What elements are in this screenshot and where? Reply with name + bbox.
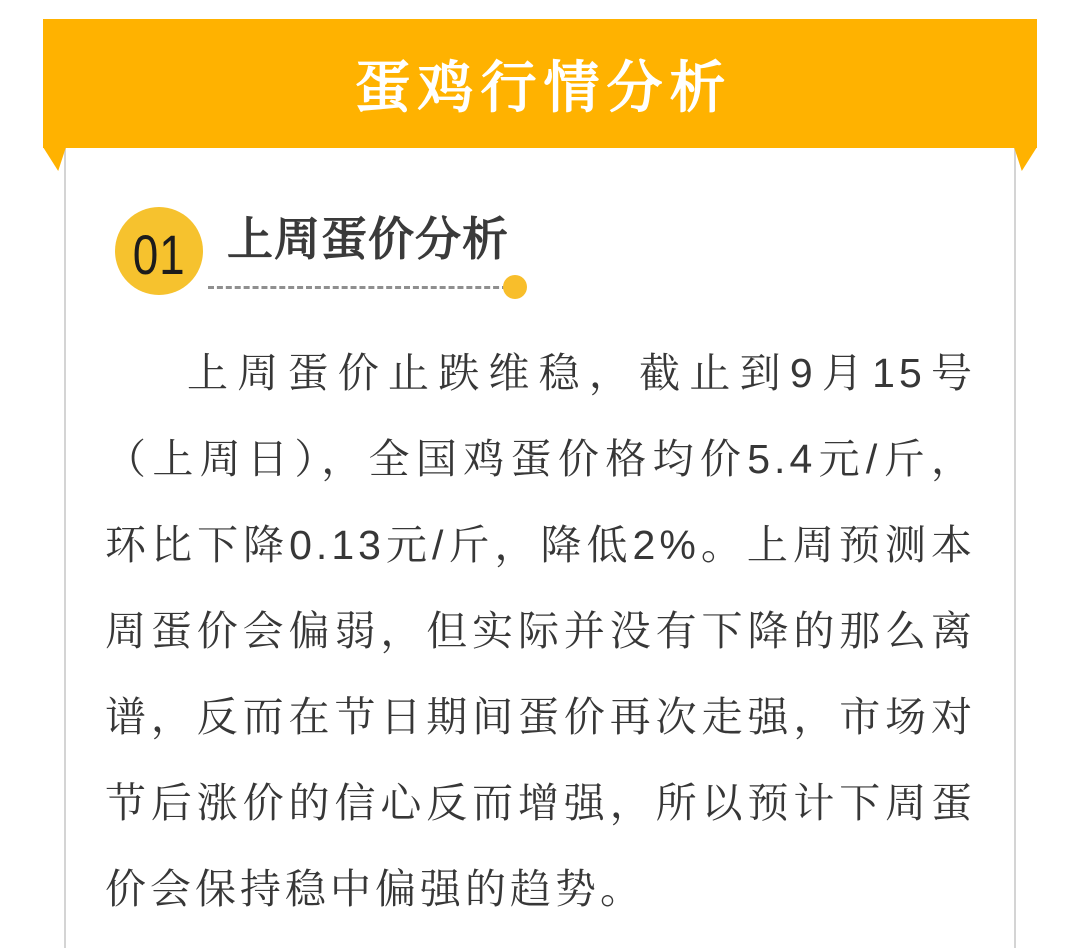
section-heading: 上周蛋价分析 — [227, 213, 509, 265]
content-card — [64, 148, 1016, 948]
ribbon-fold-left-icon — [43, 147, 66, 171]
ribbon-banner — [43, 19, 1037, 148]
article-paragraph: 上周蛋价止跌维稳，截止到9月15号（上周日），全国鸡蛋价格均价5.4元/斤，环比下降0.13元/斤，降低2%。上周预测本周蛋价会偏弱，但实际并没有下降的那么离谱，反而在节日期间蛋价再次走强，市场对节后涨价的信心反而增强，所以预计下周蛋价会保持稳中偏强的趋势。 — [105, 350, 976, 912]
page-title: 蛋鸡行情分析 — [354, 55, 733, 119]
section-number: 01 — [132, 222, 186, 286]
section-number-badge — [115, 207, 203, 295]
section-heading-block — [227, 207, 527, 299]
heading-underline — [208, 275, 527, 299]
dot-icon — [503, 275, 527, 299]
ribbon-fold-right-icon — [1014, 147, 1037, 171]
dashed-line — [208, 286, 508, 289]
section-header — [115, 207, 1014, 295]
